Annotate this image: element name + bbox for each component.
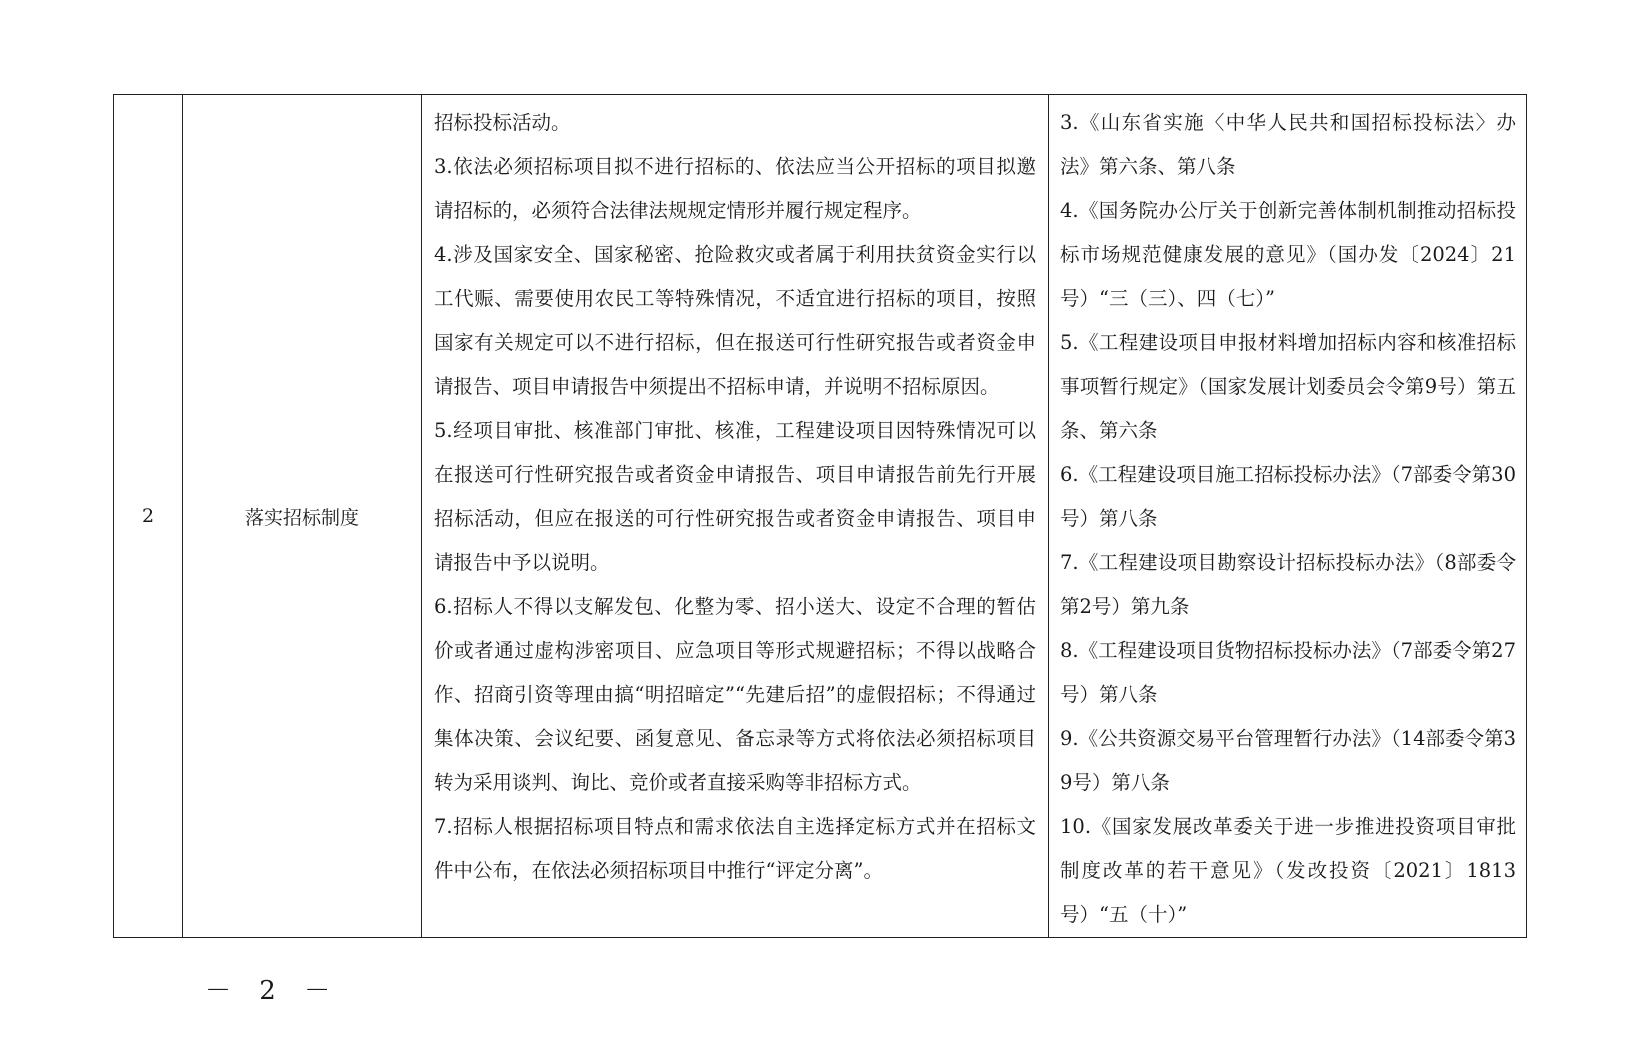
- legal-basis-cell: [1049, 95, 1527, 938]
- requirements-cell: [422, 95, 1049, 938]
- table-row: [114, 95, 1527, 938]
- legal-basis-item: 10.《国家发展改革委关于进一步推进投资项目审批制度改革的若干意见》（发改投资〔2021〕1813号）“五（十）”: [1060, 815, 1516, 926]
- row-number-cell: [114, 95, 183, 938]
- row-number: 2: [141, 505, 155, 527]
- item-title: 落实招标制度: [244, 506, 359, 529]
- legal-basis-item: 3.《山东省实施〈中华人民共和国招标投标法〉办法》第六条、第八条: [1060, 111, 1516, 178]
- legal-basis-item: 5.《工程建设项目申报材料增加招标内容和核准招标事项暂行规定》（国家发展计划委员会令第9号）第五条、第六条: [1060, 331, 1516, 442]
- requirement-paragraph: 6.招标人不得以支解发包、化整为零、招小送大、设定不合理的暂估价或者通过虚构涉密项目、应急项目等形式规避招标；不得以战略合作、招商引资等理由搞“明招暗定”“先建后招”的虚假招标；不得通过集体决策、会议纪要、函复意见、备忘录等方式将依法必须招标项目转为采用谈判、询比、竞价或者直接采购等非招标方式。: [434, 595, 1036, 794]
- requirement-paragraph: 5.经项目审批、核准部门审批、核准，工程建设项目因特殊情况可以在报送可行性研究报告或者资金申请报告、项目申请报告前先行开展招标活动，但应在报送的可行性研究报告或者资金申请报告、项目申请报告中予以说明。: [434, 419, 1036, 574]
- requirement-paragraph: 3.依法必须招标项目拟不进行招标的、依法应当公开招标的项目拟邀请招标的，必须符合法律法规规定情形并履行规定程序。: [434, 155, 1036, 222]
- legal-basis-item: 9.《公共资源交易平台管理暂行办法》（14部委令第39号）第八条: [1060, 727, 1516, 794]
- legal-basis-item: 7.《工程建设项目勘察设计招标投标办法》（8部委令第2号）第九条: [1060, 551, 1516, 618]
- requirement-paragraph: 7.招标人根据招标项目特点和需求依法自主选择定标方式并在招标文件中公布，在依法必须招标项目中推行“评定分离”。: [434, 815, 1036, 882]
- legal-basis-item: 8.《工程建设项目货物招标投标办法》（7部委令第27号）第八条: [1060, 639, 1516, 706]
- item-cell: [183, 95, 422, 938]
- requirement-paragraph: 招标投标活动。: [434, 111, 571, 134]
- legal-basis-item: 6.《工程建设项目施工招标投标办法》（7部委令第30号）第八条: [1060, 463, 1516, 530]
- requirement-paragraph: 4.涉及国家安全、国家秘密、抢险救灾或者属于利用扶贫资金实行以工代赈、需要使用农民工等特殊情况，不适宜进行招标的项目，按照国家有关规定可以不进行招标，但在报送可行性研究报告或者资金申请报告、项目申请报告中须提出不招标申请，并说明不招标原因。: [434, 243, 1036, 398]
- page-number: － 2 －: [205, 976, 341, 1006]
- regulation-table: [113, 94, 1527, 938]
- legal-basis-item: 4.《国务院办公厅关于创新完善体制机制推动招标投标市场规范健康发展的意见》（国办发〔2024〕21号）“三（三）、四（七）”: [1060, 199, 1516, 310]
